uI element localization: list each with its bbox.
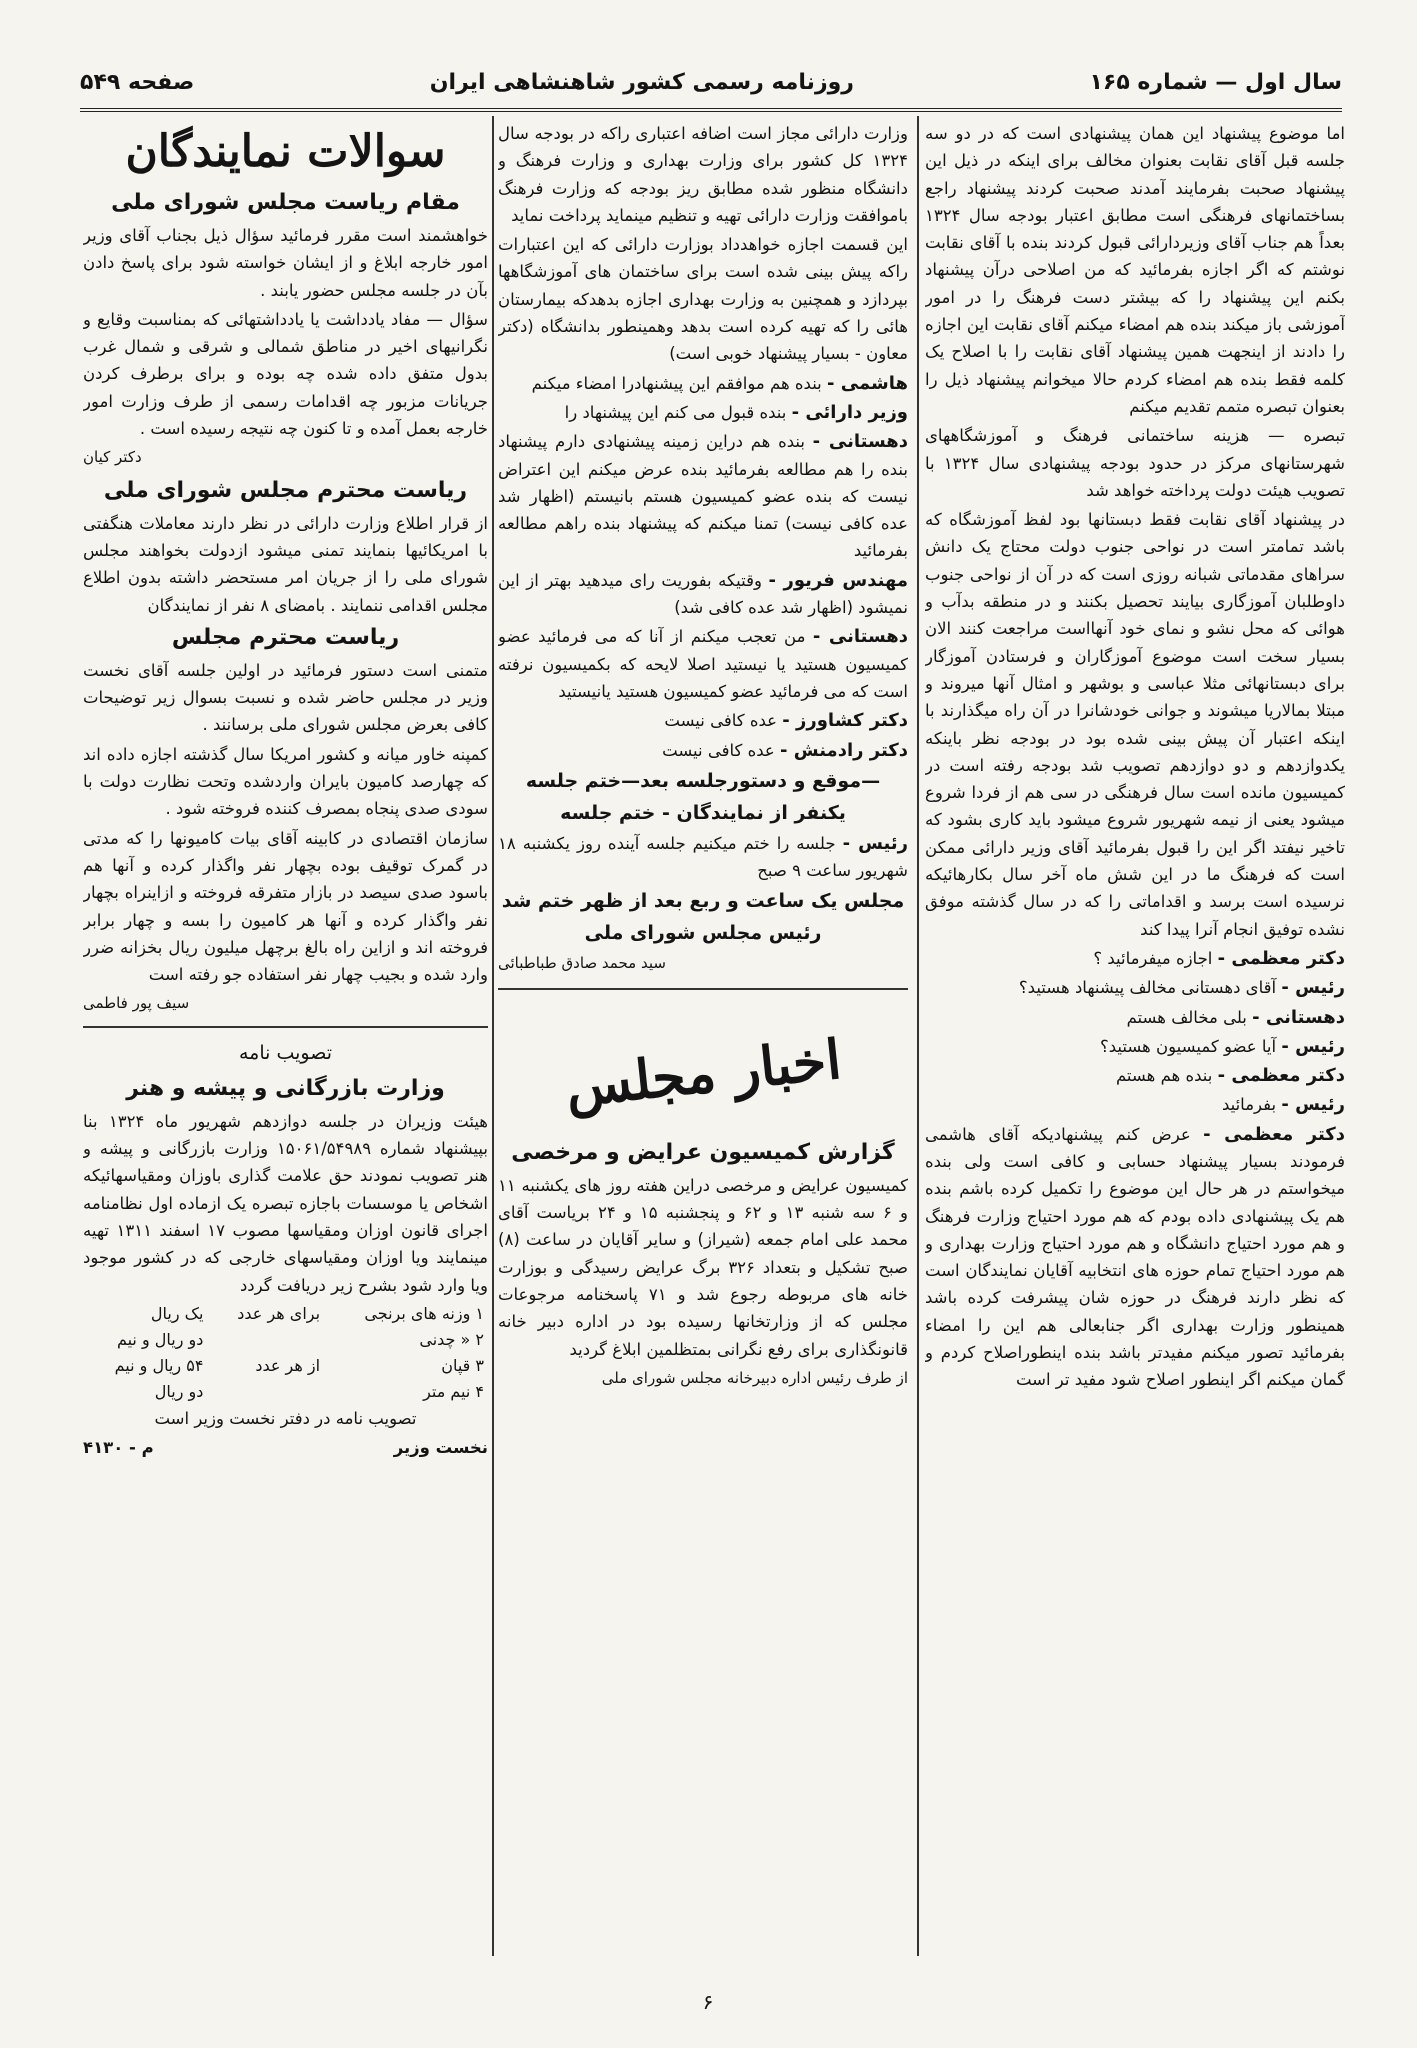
- heading: تصویب نامه: [238, 1041, 332, 1064]
- speech: آیا عضو کمیسیون هستید؟: [1099, 1036, 1277, 1056]
- paragraph: سازمان اقتصادی در کابینه آقای بیات کامیونها را که مدتی در گمرک توقیف بوده بچهار نفر واگذار کرده و آنها هم باسود صدی سیصد در بازار متفرقه فروخته و ازاینراه بچهار نفر واگذار کرده و آنها هر کامیون را بسه و چهار برابر فروخته اند و ازاین راه بالغ برچهل میلیون ریال بخزانه ضرر وارد شده و بجیب چهار نفر استفاده جو رفته است: [83, 828, 488, 985]
- paragraph: این قسمت اجازه خواهدداد بوزارت دارائی که این اعتبارات راکه پیش بینی شده است برای ساختمان های آموزشگاهها بپردازد و همچنین به وزارت بهداری اجازه بدهدکه بیمارستان هائی را که تهیه کرده است بدهد وهمینطور بدانشگاه (دکتر معاون - بسیار پیشنهاد خوبی است): [498, 235, 908, 364]
- masthead-rule: [80, 108, 1342, 112]
- table-row: [83, 1327, 488, 1353]
- signature: سیف پور فاطمی: [83, 994, 190, 1013]
- column-right: [925, 120, 1345, 1950]
- speaker: رئیس -: [1281, 1094, 1345, 1116]
- dialogue-line: [498, 737, 908, 764]
- speaker: هاشمی -: [827, 372, 908, 394]
- paragraph: تصویب نامه در دفتر نخست وزیر است: [154, 1408, 417, 1428]
- speech: عده کافی نیست: [664, 711, 778, 731]
- dialogue-line: [925, 974, 1345, 1001]
- speaker: مهندس فریور -: [768, 569, 908, 591]
- section-title: سوالات نمایندگان: [125, 126, 446, 177]
- speaker: دکتر معظمی -: [1203, 1123, 1345, 1145]
- dialogue-line: [498, 707, 908, 734]
- page-number: ۶: [702, 1990, 714, 2014]
- news-title-box: [498, 1018, 908, 1128]
- signature: سید محمد صادق طباطبائی: [498, 954, 666, 973]
- decree-signature-line: [83, 1434, 488, 1461]
- section-rule: [498, 988, 908, 990]
- dialogue-line: [498, 428, 908, 564]
- news-heading: گزارش کمیسیون عرایض و مرخصی: [511, 1139, 895, 1165]
- speaker: دکتر معظمی -: [1217, 947, 1345, 969]
- table-cell: ۵۴ ریال و نیم: [114, 1355, 204, 1375]
- heading: ریاست محترم مجلس: [171, 624, 400, 650]
- speech: وقتیکه بفوریت رای میدهید بهتر از این نمیشود (اظهار شد عده کافی شد): [498, 570, 908, 618]
- table-cell: دو ریال: [154, 1381, 204, 1401]
- page-label: صفحه ۵۴۹: [80, 69, 195, 95]
- dialogue-line: [925, 1091, 1345, 1118]
- dialogue-line: [925, 945, 1345, 972]
- speech: من تعجب میکنم از آنا که می فرمائید عضو کمیسیون هستید یا نیستید اصلا لایحه که بکمیسیون نرفته است که می فرمائید عضو کمیسیون هستید یانیستید: [498, 627, 908, 701]
- paragraph: در پیشنهاد آقای نقابت فقط دبستانها بود لفظ آموزشگاه که باشد تمامتر است در نواحی جنوب دولت محتاج یک دانش سراهای مقدماتی شبانه روزی است که در آن از نواحی جنوب داوطلبان آموزگاری بیایند تحصیل بکنند و در منطقه بدآب و هوائی که محل نشو و نمای خود آنهااست مراجعت کنند الان بسیار سخت است موضوع آموزگاران و فرستادن آموزگار برای دبستانهائی مثلا عباسی و بوشهر و امثال آنها میروند و مبتلا بمالاریا میشوند و جوانی خودشانرا در آن راه میگذارند با اینکه اعتبار آن پیش بینی شده بود در بودجه نظر باینکه یکدوازدهم و دو دوازدهم تصویب شد بودجه رفته است در کمیسیون مانده است سال فرهنگی در سی هم از فردا شروع میشود یعنی از نیمه شهریور شروع میشود باید کاری بشود که تاخیر نیفتد اگر این را قبول بفرمائید آقای وزیر دارائی ممکن است که فرهنگ ما در این شش ماه آخر سال بکارهائیکه نرسیده است برسد و اقداماتی را که در سال گذشته موفق نشده توفیق انجام آنرا پیدا کند: [925, 510, 1345, 939]
- speech: عرض کنم پیشنهادیکه آقای هاشمی فرمودند بسیار پیشنهاد حسابی و کافی است ولی بنده میخواستم در هر حال این موضوع را تکمیل کرده باشم بنده هم یک پیشنهادی داده بودم که هم مورد احتیاج وزارت فرهنگ و هم مورد احتیاج دانشگاه و هم مورد احتیاج وزارت بهداری و هم مورد احتیاج تمام حوزه های انتخابیه آقایان نمایندگان است که نظر دارند فرهنگ در حوزه شان پیشرفت کرده باشد همینطور وزارت بهداری اگر جنابعالی هم این را امضاء بفرمائید تصور میکنم مفیدتر باشد بنده اینطوراصلاح کردم و گمان میکنم اگر اینطور اصلاح شود مفید تر است: [925, 1124, 1345, 1390]
- session-agenda-heading: —موقع و دستورجلسه بعد—ختم جلسه: [525, 769, 881, 792]
- dialogue-line: [498, 623, 908, 705]
- speech: بنده هم موافقم این پیشنهادرا امضاء میکنم: [531, 373, 822, 393]
- heading: ریاست محترم مجلس شورای ملی: [103, 477, 468, 503]
- paragraph: از قرار اطلاع وزارت دارائی در نظر دارند معاملات هنگفتی با امریکائیها بنمایند تمنی میشود ازدولت بخواهند مجلس شورای ملی را از جریان امر مستحضر داشته بدون اطلاع مجلس اقدامی ننمایند . بامضای ۸ نفر از نمایندگان: [83, 513, 488, 615]
- table-cell: ۴ نیم متر: [423, 1381, 484, 1401]
- speech: آقای دهستانی مخالف پیشنهاد هستید؟: [1018, 978, 1277, 998]
- table-cell: ۲ « چدنی: [419, 1329, 484, 1349]
- adjournment-heading: مجلس یک ساعت و ربع بعد از ظهر ختم شد: [501, 890, 905, 913]
- paragraph: تبصره — هزینه ساختمانی فرهنگ و آموزشگاههای شهرستانهای مرکز در حدود بودجه پیشنهادی سال ۱۳۲۴ با تصویب هیئت دولت پرداخته خواهد شد: [925, 426, 1345, 500]
- speaker-title: رئیس مجلس شورای ملی: [584, 922, 822, 945]
- dialogue-line: [498, 370, 908, 397]
- paragraph: اما موضوع پیشنهاد این همان پیشنهادی است که در دو سه جلسه قبل آقای نقابت بعنوان مخالف برای اینکه در ذیل این پیشنهاد صحبت بفرمایند آمدند صحبت کردند پیشنهاد راجع بساختمانهای فرهنگی است مطابق اعتبار بودجه سال ۱۳۲۴ بعداً هم جناب آقای وزیردارائی قبول کردند بنده با آقای نقابت نوشتم که اگر اجازه بفرمائید که من اصلاحی درآن پیشنهاد بکنم این پیشنهاد را که بیشتر دست فرهنگ را در امور آموزشی باز میکند بنده هم امضاء میکنم آقای نقابت این اجازه را دادند از اینجهت همین پیشنهاد آقای نقابت را با اصلاح یک کلمه فقط بنده هم امضاء کردم حالا میخوانم پیشنهاد ذیل را بعنوان تبصره متمم تقدیم میکنم: [925, 124, 1345, 416]
- paragraph: سؤال — مفاد یادداشت یا یادداشتهائی که بمناسبت وقایع و نگرانیهای اخیر در مناطق شمالی و شرقی و شمال غرب بدول متفق داده شده چه بوده و برای برطرف کردن جریانات مزبور چه اقدامات رسمی از طرف وزارت امور خارجه بعمل آمده و تا کنون چه نتیجه رسیده است .: [83, 309, 488, 439]
- speaker: رئیس -: [1281, 1035, 1345, 1057]
- news-title: اخبار مجلس: [562, 1026, 844, 1119]
- speech: بلی مخالف هستم: [1126, 1007, 1247, 1027]
- column-left: [83, 120, 488, 1950]
- speaker: دکتر معظمی -: [1217, 1065, 1345, 1087]
- masthead: [80, 62, 1342, 102]
- tariff-table: [83, 1301, 488, 1405]
- heading: مقام ریاست مجلس شورای ملی: [111, 190, 460, 215]
- dialogue-line: [925, 1121, 1345, 1394]
- table-cell: دو ریال و نیم: [116, 1329, 204, 1349]
- column-divider-right: [917, 116, 919, 1956]
- paragraph: هیئت وزیران در جلسه دوازدهم شهریور ماه ۱۳۲۴ بنا بپیشنهاد شماره ۱۵۰۶۱/۵۴۹۸۹ وزارت بازرگانی و پیشه و هنر تصویب نمودند حق علامت گذاری باوزان ومقیاسهائیکه اشخاص یا موسسات باجازه تبصره یک ازماده اول نظامنامه اجرای قانون اوزان ومقیاسها مصوب ۱۷ اسفند ۱۳۱۱ تهیه مینمایند ویا اوزان ومقیاسهای خارجی که در کشور موجود ویا وارد شود بشرح زیر دریافت گردد: [83, 1111, 488, 1295]
- table-cell: یک ریال: [150, 1303, 204, 1323]
- speaker: دهستانی -: [1252, 1006, 1345, 1028]
- speaker: وزیر دارائی -: [791, 401, 908, 423]
- table-row: [83, 1379, 488, 1405]
- dialogue-line: [925, 1062, 1345, 1089]
- table-cell: [207, 1379, 324, 1405]
- speaker: رئیس -: [1281, 977, 1345, 999]
- speech: بنده قبول می کنم این پیشنهاد را: [564, 402, 787, 422]
- paragraph: خواهشمند است مقرر فرمائید سؤال ذیل بجناب آقای وزیر امور خارجه ابلاغ و از ایشان خواسته شود برای پاسخ دادن بآن در جلسه مجلس حضور یابند .: [83, 226, 488, 300]
- paragraph: متمنی است دستور فرمائید در اولین جلسه آقای نخست وزیر در مجلس حاضر شده و نسبت بسوال زیر توضیحات کافی بعرض مجلس شورای ملی برسانند .: [83, 660, 488, 735]
- speaker: دهستانی -: [812, 431, 908, 453]
- section-rule: [83, 1026, 488, 1028]
- table-cell: از هر عدد: [255, 1355, 321, 1375]
- column-middle: [498, 120, 908, 1950]
- dialogue-line: [498, 567, 908, 622]
- speaker: دهستانی -: [812, 626, 908, 648]
- issue-number: سال اول — شماره ۱۶۵: [1089, 69, 1342, 95]
- paragraph: کمپنه خاور میانه و کشور امریکا سال گذشته اجازه داده اند که چهارصد کامیون بایران واردشده وتحت نظارت دولت با سودی صدی پنجاه بمصرف کننده فروخته شود .: [83, 744, 488, 819]
- dialogue-line: [498, 399, 908, 426]
- signature: دکتر کیان: [83, 448, 142, 467]
- speaker: دکتر کشاورز -: [782, 710, 908, 732]
- table-cell: [207, 1327, 324, 1353]
- speech: بنده هم هستم: [1115, 1066, 1213, 1086]
- table-row: [83, 1353, 488, 1379]
- dialogue-line: [925, 1033, 1345, 1060]
- table-row: [83, 1301, 488, 1327]
- dialogue-line: [498, 830, 908, 885]
- paragraph: کمیسیون عرایض و مرخصی دراین هفته روز های یکشنبه ۱۱ و ۶ سه شنبه ۱۳ و ۶۲ و پنجشنبه ۱۵ و ۲۴ بریاست آقای محمد علی امام جمعه (شیراز) و سایر آقایان در ساعت (۸) صبح تشکیل و بتعداد ۳۲۶ برگ عرایض رسیدگی و بوزارت خانه های مربوطه رجوع شد و ۷۱ پاسخنامه مرجوعات مجلس که از وزارتخانها رسیده بود در اداره دبیر خانه قانونگذاری برای رفع نگرانی بمتظلمین ابلاغ گردید: [498, 1175, 908, 1359]
- signature: نخست وزیر: [393, 1438, 488, 1458]
- paragraph: وزارت دارائی مجاز است اضافه اعتباری راکه در بودجه سال ۱۳۲۴ کل کشور برای وزارت بهداری و وزارت فرهنگ و دانشگاه منظور شده مطابق ریز بودجه که وزارت فرهنگ باموافقت وزارت دارائی تهیه و تنظیم مینماید پرداخت نماید: [498, 124, 908, 225]
- heading: وزارت بازرگانی و پیشه و هنر: [126, 1075, 445, 1101]
- news-signature: از طرف رئیس اداره دبیرخانه مجلس شورای ملی: [601, 1368, 908, 1387]
- table-cell: ۱ وزنه های برنجی: [364, 1303, 484, 1323]
- gazette-title: روزنامه رسمی کشور شاهنشاهی ایران: [429, 69, 854, 95]
- dialogue-line: [925, 1004, 1345, 1031]
- table-cell: ۳ قپان: [441, 1355, 484, 1375]
- reference-number: م - ۴۱۳۰: [83, 1438, 154, 1458]
- speech: بنده هم دراین زمینه پیشنهادی دارم پیشنهاد بنده را هم مطالعه بفرمائید بنده عرض میکنم این اعتراض نیست که بنده عضو کمیسیون هستم بانیستم (اظهار شد عده کافی نیست) تمنا میکنم که پیشنهاد بنده راهم مطالعه بفرمائید: [498, 432, 908, 561]
- speech: اجازه میفرمائید ؟: [1093, 948, 1213, 968]
- speech: بفرمائید: [1221, 1095, 1277, 1115]
- speaker: رئیس -: [842, 832, 908, 854]
- speech: جلسه را ختم میکنیم جلسه آینده روز یکشنبه ۱۸ شهریور ساعت ۹ صبح: [498, 833, 908, 881]
- session-close-line: یکنفر از نمایندگان - ختم جلسه: [560, 801, 846, 824]
- speech: عده کافی نیست: [662, 740, 775, 760]
- column-divider-left: [492, 116, 494, 1956]
- speaker: دکتر رادمنش -: [780, 739, 908, 761]
- table-cell: برای هر عدد: [237, 1303, 321, 1323]
